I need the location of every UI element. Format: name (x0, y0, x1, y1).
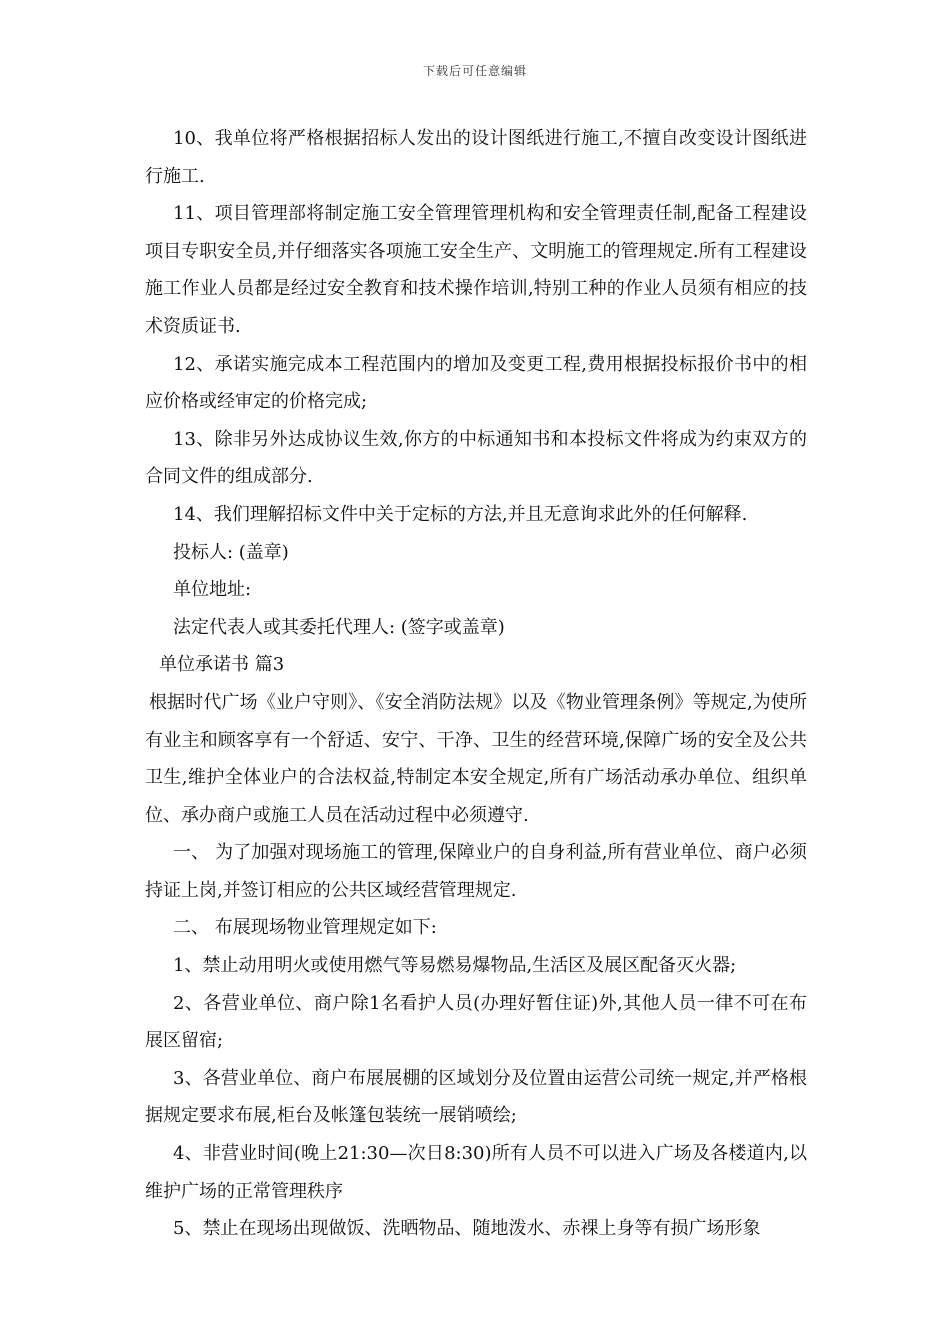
rule-subitem-4: 4、非营业时间(晚上21:30—次日8:30)所有人员不可以进入广场及各楼道内,以维护广场的正常管理秩序 (145, 1143, 807, 1202)
intro-paragraph: 根据时代广场《业户守则》、《安全消防法规》以及《物业管理条例》等规定,为使所有业主和顾客享有一个舒适、安宁、干净、卫生的经营环境,保障广场的安全及公共卫生,维护全体业户的合法权益,特制定本安全规定,所有广场活动承办单位、组织单位、承办商户或施工人员在活动过程中必须遵守. (145, 691, 807, 826)
document-body (145, 120, 807, 1248)
paragraph-item-10: 10、我单位将严格根据招标人发出的设计图纸进行施工,不擅自改变设计图纸进行施工. (145, 128, 807, 187)
rule-subitem-1: 1、禁止动用明火或使用燃气等易燃易爆物品,生活区及展区配备灭火器; (173, 955, 737, 977)
rule-subitem-5: 5、禁止在现场出现做饭、洗晒物品、随地泼水、赤裸上身等有损广场形象 (173, 1218, 761, 1240)
paragraph-item-12: 12、承诺实施完成本工程范围内的增加及变更工程,费用根据投标报价书中的相应价格或经审定的价格完成; (145, 353, 807, 413)
paragraph-item-11: 11、项目管理部将制定施工安全管理管理机构和安全管理责任制,配备工程建设项目专职安全员,并仔细落实各项施工安全生产、文明施工的管理规定.所有工程建设施工作业人员都是经过安全教育和技术操作培训,特别工种的作业人员须有相应的技术资质证书. (145, 203, 807, 337)
rule-subitem-3: 3、各营业单位、商户布展展棚的区域划分及位置由运营公司统一规定,并严格根据规定要求布展,柜台及帐篷包装统一展销喷绘; (145, 1067, 807, 1127)
bidder-line: 投标人: (盖章) (173, 541, 289, 563)
paragraph-item-13: 13、除非另外达成协议生效,你方的中标通知书和本投标文件将成为约束双方的合同文件的组成部分. (145, 428, 807, 488)
rule-paragraph-1: 一、 为了加强对现场施工的管理,保障业户的自身利益,所有营业单位、商户必须持证上岗,并签订相应的公共区域经营管理规定. (145, 842, 807, 901)
legal-representative-line: 法定代表人或其委托代理人: (签字或盖章) (173, 616, 505, 638)
rule-paragraph-2: 二、 布展现场物业管理规定如下: (173, 917, 437, 939)
section-title: 单位承诺书 篇3 (159, 654, 285, 676)
address-line: 单位地址: (173, 579, 252, 601)
paragraph-item-14: 14、我们理解招标文件中关于定标的方法,并且无意询求此外的任何解释. (173, 503, 748, 525)
rule-subitem-2: 2、各营业单位、商户除1名看护人员(办理好暂住证)外,其他人员一律不可在布展区留宿; (145, 992, 807, 1052)
page-header-note: 下载后可任意编辑 (422, 64, 527, 78)
